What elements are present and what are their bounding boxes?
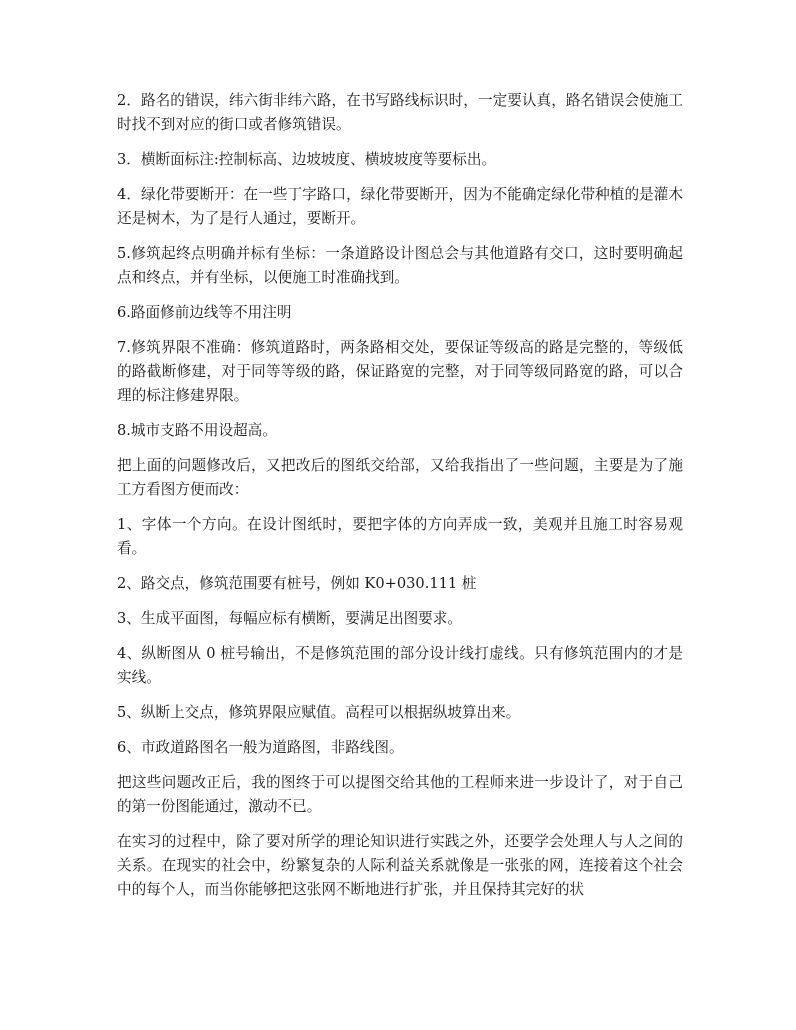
document-body [117, 89, 683, 913]
paragraph-drawing-name: 6、市政道路图名一般为道路图，非路线图。 [117, 739, 404, 756]
paragraph-route-name-error: 2．路名的错误，纬六街非纬六路，在书写路线标识时，一定要认真，路名错误会使施工时找不到对应的街口或者修筑错误。 [117, 92, 683, 133]
paragraph-revision-intro: 把上面的问题修改后，又把改后的图纸交给部，又给我指出了一些问题，主要是为了施工方看图方便而改： [117, 457, 683, 498]
paragraph-edge-line: 6.路面修前边线等不用注明 [117, 304, 292, 321]
paragraph-font-direction: 1、字体一个方向。在设计图纸时，要把字体的方向弄成一致，美观并且施工时容易观看。 [117, 516, 683, 557]
paragraph-interpersonal: 在实习的过程中，除了要对所学的理论知识进行实践之外，还要学会处理人与人之间的关系。在现实的社会中，纷繁复杂的人际利益关系就像是一张张的网，连接着这个社会中的每个人，而当你能够把这张网不断地进行扩张，并且保持其完好的状 [117, 833, 683, 898]
paragraph-cross-section-label: 3．横断面标注:控制标高、边坡坡度、横坡坡度等要标出。 [117, 151, 497, 168]
paragraph-plan-view: 3、生成平面图，每幅应标有横断，要满足出图要求。 [117, 610, 462, 627]
paragraph-green-belt: 4．绿化带要断开：在一些丁字路口，绿化带要断开，因为不能确定绿化带种植的是灌木还是树木，为了是行人通过，要断开。 [117, 186, 683, 227]
paragraph-construction-limits: 7.修筑界限不准确：修筑道路时，两条路相交处，要保证等级高的路是完整的，等级低的路截断修建，对于同等等级的路，保证路宽的完整，对于同等级同路宽的路，可以合理的标注修建界限。 [117, 339, 683, 404]
paragraph-profile-intersection: 5、纵断上交点，修筑界限应赋值。高程可以根据纵坡算出来。 [117, 704, 521, 721]
paragraph-start-end-point: 5.修筑起终点明确并标有坐标：一条道路设计图总会与其他道路有交口，这时要明确起点和终点，并有坐标，以便施工时准确找到。 [117, 245, 683, 286]
paragraph-intersection-station: 2、路交点，修筑范围要有桩号，例如 K0+030.111 桩 [117, 575, 477, 592]
paragraph-branch-road: 8.城市支路不用设超高。 [117, 422, 277, 439]
paragraph-drawing-approved: 把这些问题改正后，我的图终于可以提图交给其他的工程师来进一步设计了，对于自己的第一份图能通过，激动不已。 [117, 774, 683, 815]
paragraph-profile-output: 4、纵断图从 0 桩号输出，不是修筑范围的部分设计线打虚线。只有修筑范围内的才是实线。 [117, 645, 683, 686]
